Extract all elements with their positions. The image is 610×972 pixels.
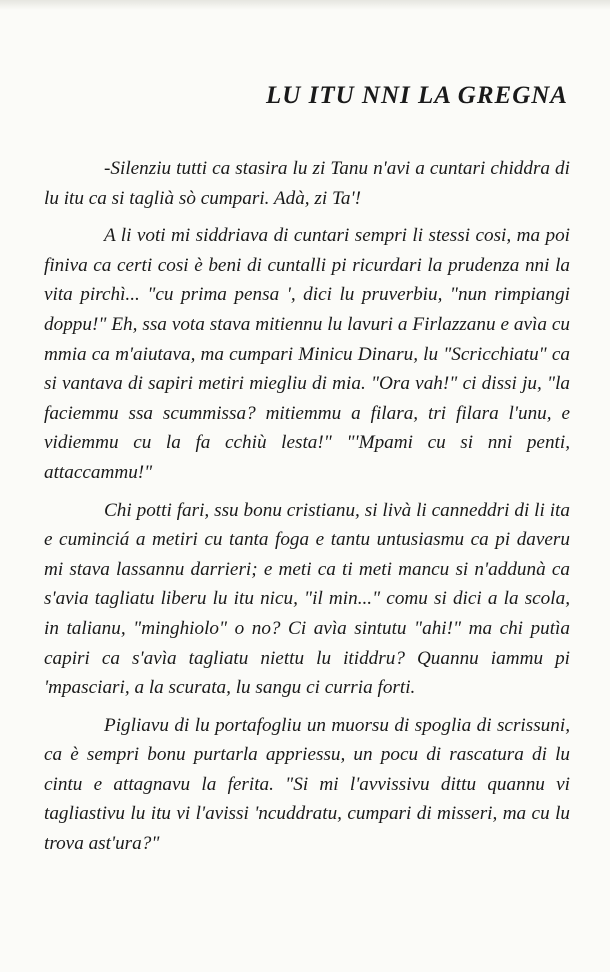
chapter-title: LU ITU NNI LA GREGNA — [266, 82, 568, 109]
paragraph-3: Chi potti fari, ssu bonu cristianu, si livà li canneddri di li ita e cuminciá a metiri cu tanta foga e tantu untusiasmu ca pi daveru mi stava lassannu darrieri; e meti ca ti meti mancu si n'addunà ca s'avia tagliatu liberu lu itu nicu, "il min..." comu si dici a la scola, in talianu, "minghiolo" o no? Ci avìa sintutu "ahi!" ma chi putìa capiri ca s'avìa tagliatu niettu lu itiddru? Quannu iammu pi 'mpasciari, a la scurata, lu sangu ci curria forti. — [44, 499, 570, 699]
paragraph-1: -Silenziu tutti ca stasira lu zi Tanu n'avi a cuntari chiddra di lu itu ca si taglià sò cumpari. Adà, zi Ta'! — [44, 158, 570, 209]
story-text — [44, 154, 570, 859]
paragraph-4: Pigliavu di lu portafogliu un muorsu di spoglia di scrissuni, ca è sempri bonu purtarla appriessu, un pocu di rascatura di lu cintu e attagnavu la ferita. "Si mi l'avvissivu dittu quannu vi tagliastivu lu itu vi l'avissi 'ncuddratu, cumpari di misseri, ma cu lu trova ast'ura?" — [44, 714, 570, 855]
page-edge-shadow — [0, 0, 610, 10]
paragraph-2: A li voti mi siddriava di cuntari sempri li stessi cosi, ma poi finiva ca certi cosi è beni di cuntalli pi ricurdari la prudenza nni la vita pirchì... "cu prima pensa ', dici lu pruverbiu, "nun rimpiangi doppu!" Eh, ssa vota stava mitiennu lu lavuri a Firlazzanu e avìa cu mmia ca m'aiutava, ma cumpari Minicu Dinaru, lu "Scricchiatu" ca si vantava di sapiri metiri miegliu di mia. "Ora vah!" ci dissi ju, "la faciemmu ssa scummissa? mitiemmu a filara, tri filara l'unu, e vidiemmu cu la fa cchiù lesta!" "'Mpami cu si nni penti, attaccammu!" — [44, 225, 570, 483]
